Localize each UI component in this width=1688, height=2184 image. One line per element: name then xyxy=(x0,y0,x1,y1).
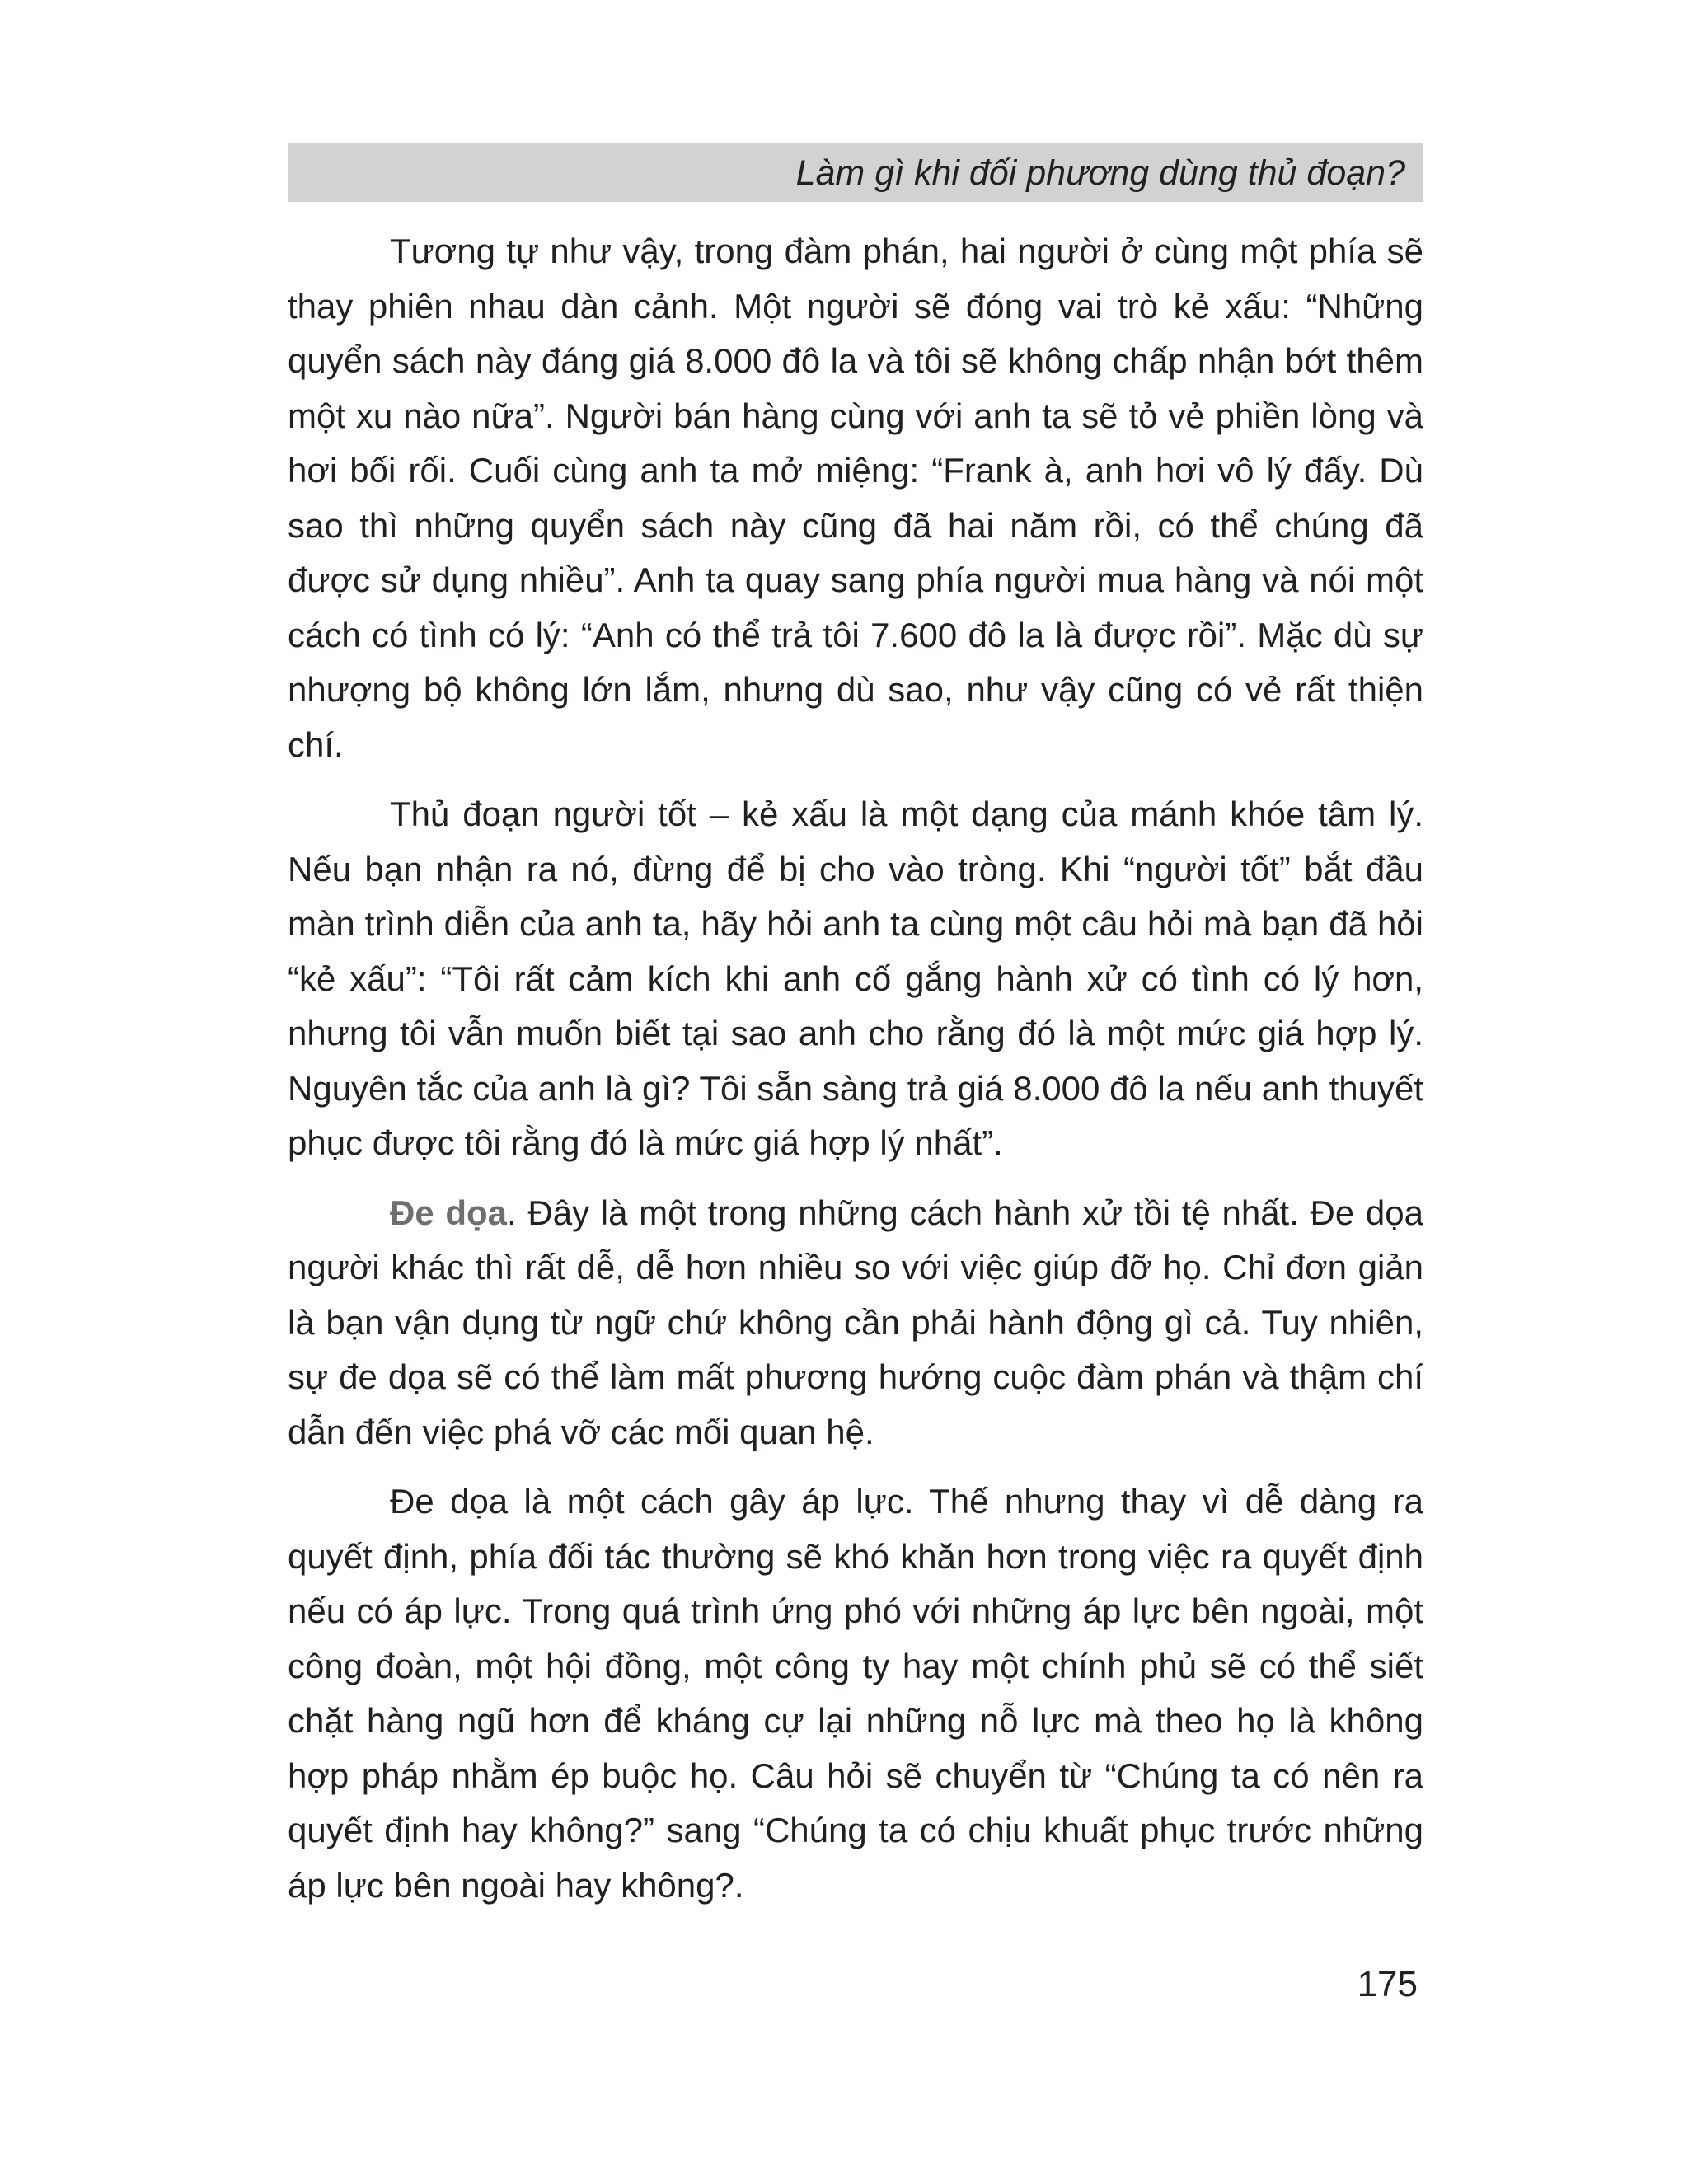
running-header xyxy=(288,143,1423,202)
threats-lead-term: Đe dọa xyxy=(390,1193,508,1232)
paragraph-good-cop-bad-cop-example: Tương tự như vậy, trong đàm phán, hai người ở cùng một phía sẽ thay phiên nhau dàn cảnh. Một người sẽ đóng vai trò kẻ xấu: “Những quyển sách này đáng giá 8.000 đô la và tôi sẽ không chấp nhận bớt thêm một xu nào nữa”. Người bán hàng cùng với anh ta sẽ tỏ vẻ phiền lòng và hơi bối rối. Cuối cùng anh ta mở miệng: “Frank à, anh hơi vô lý đấy. Dù sao thì những quyển sách này cũng đã hai năm rồi, có thể chúng đã được sử dụng nhiều”. Anh ta quay sang phía người mua hàng và nói một cách có tình có lý: “Anh có thể trả tôi 7.600 đô la là được rồi”. Mặc dù sự nhượng bộ không lớn lắm, nhưng dù sao, như vậy cũng có vẻ rất thiện chí. xyxy=(288,232,1423,764)
paragraph-good-cop-bad-cop-response: Thủ đoạn người tốt – kẻ xấu là một dạng của mánh khóe tâm lý. Nếu bạn nhận ra nó, đừng để bị cho vào tròng. Khi “người tốt” bắt đầu màn trình diễn của anh ta, hãy hỏi anh ta cùng một câu hỏi mà bạn đã hỏi “kẻ xấu”: “Tôi rất cảm kích khi anh cố gắng hành xử có tình có lý hơn, nhưng tôi vẫn muốn biết tại sao anh cho rằng đó là một mức giá hợp lý. Nguyên tắc của anh là gì? Tôi sẵn sàng trả giá 8.000 đô la nếu anh thuyết phục được tôi rằng đó là mức giá hợp lý nhất”. xyxy=(288,794,1423,1162)
paragraph-threats xyxy=(288,1186,1423,1460)
threats-body: . Đây là một trong những cách hành xử tồi tệ nhất. Đe dọa người khác thì rất dễ, dễ hơn nhiều so với việc giúp đỡ họ. Chỉ đơn giản là bạn vận dụng từ ngữ chứ không cần phải hành động gì cả. Tuy nhiên, sự đe dọa sẽ có thể làm mất phương hướng cuộc đàm phán và thậm chí dẫn đến việc phá vỡ các mối quan hệ. xyxy=(288,1193,1424,1451)
page-body xyxy=(288,224,1423,1928)
chapter-title: Làm gì khi đối phương dùng thủ đoạn? xyxy=(795,153,1405,193)
page-number: 175 xyxy=(1357,1964,1418,2004)
paragraph-pressure: Đe dọa là một cách gây áp lực. Thế nhưng thay vì dễ dàng ra quyết định, phía đối tác thường sẽ khó khăn hơn trong việc ra quyết định nếu có áp lực. Trong quá trình ứng phó với những áp lực bên ngoài, một công đoàn, một hội đồng, một công ty hay một chính phủ sẽ có thể siết chặt hàng ngũ hơn để kháng cự lại những nỗ lực mà theo họ là không hợp pháp nhằm ép buộc họ. Câu hỏi sẽ chuyển từ “Chúng ta có nên ra quyết định hay không?” sang “Chúng ta có chịu khuất phục trước những áp lực bên ngoài hay không?. xyxy=(288,1482,1423,1905)
